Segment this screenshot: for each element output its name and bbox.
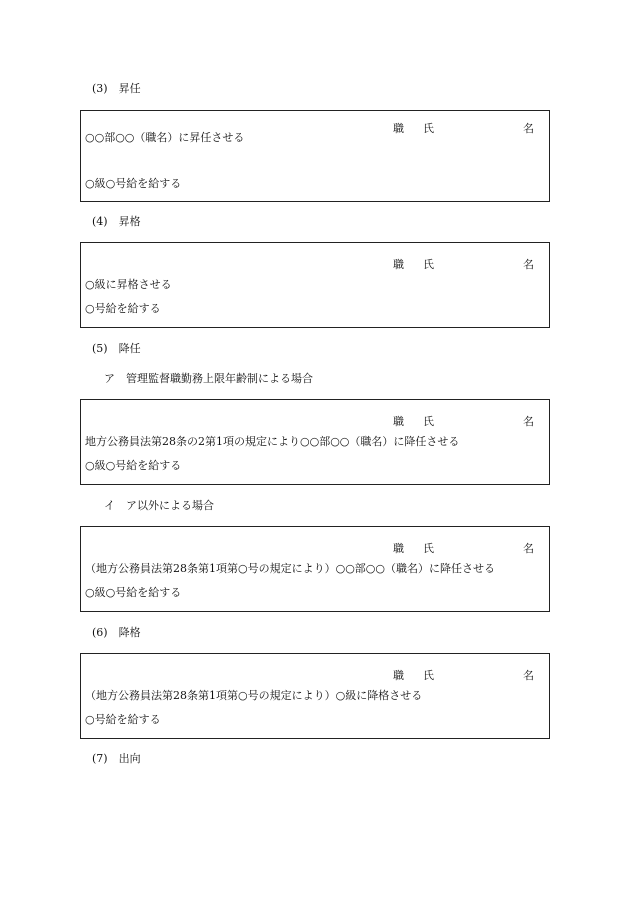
- shi-label: 氏: [423, 542, 434, 555]
- shi-label: 氏: [423, 669, 434, 682]
- mei-label: 名: [523, 258, 534, 271]
- section-heading-6: (6) 降格: [92, 626, 141, 639]
- shi-label: 氏: [423, 122, 434, 135]
- shoku-label: 職: [393, 669, 404, 682]
- form-box-downgrade: [80, 653, 550, 739]
- shoku-label: 職: [393, 122, 404, 135]
- section-heading-4: (4) 昇格: [92, 215, 141, 228]
- mei-label: 名: [523, 122, 534, 135]
- shoku-label: 職: [393, 415, 404, 428]
- shi-label: 氏: [423, 415, 434, 428]
- section-heading-7: (7) 出向: [92, 752, 141, 765]
- mei-label: 名: [523, 415, 534, 428]
- section-heading-5: (5) 降任: [92, 342, 141, 355]
- box-line: ○級○号給を給する: [85, 177, 182, 190]
- section-heading-3: (3) 昇任: [92, 82, 141, 95]
- box-line: （地方公務員法第28条第1項第○号の規定により）○級に降格させる: [85, 689, 423, 702]
- name-header: [81, 667, 549, 681]
- name-header: [81, 540, 549, 554]
- box-line: ○号給を給する: [85, 713, 161, 726]
- box-line: ○級に昇格させる: [85, 278, 172, 291]
- box-line: （地方公務員法第28条第1項第○号の規定により）○○部○○（職名）に降任させる: [85, 562, 495, 575]
- box-line: ○級○号給を給する: [85, 459, 182, 472]
- subheading-a: ア 管理監督職勤務上限年齢制による場合: [104, 372, 313, 385]
- mei-label: 名: [523, 542, 534, 555]
- name-header: [81, 256, 549, 270]
- subheading-i: イ ア以外による場合: [104, 499, 214, 512]
- shoku-label: 職: [393, 542, 404, 555]
- box-line: 地方公務員法第28条の2第1項の規定により○○部○○（職名）に降任させる: [85, 435, 460, 448]
- name-header: [81, 413, 549, 427]
- shi-label: 氏: [423, 258, 434, 271]
- form-box-upgrade: [80, 242, 550, 328]
- shoku-label: 職: [393, 258, 404, 271]
- form-box-demotion-a: [80, 399, 550, 485]
- form-box-promotion: [80, 110, 550, 202]
- box-line: ○○部○○（職名）に昇任させる: [85, 131, 245, 144]
- form-box-demotion-i: [80, 526, 550, 612]
- box-line: ○号給を給する: [85, 302, 161, 315]
- box-line: ○級○号給を給する: [85, 586, 182, 599]
- mei-label: 名: [523, 669, 534, 682]
